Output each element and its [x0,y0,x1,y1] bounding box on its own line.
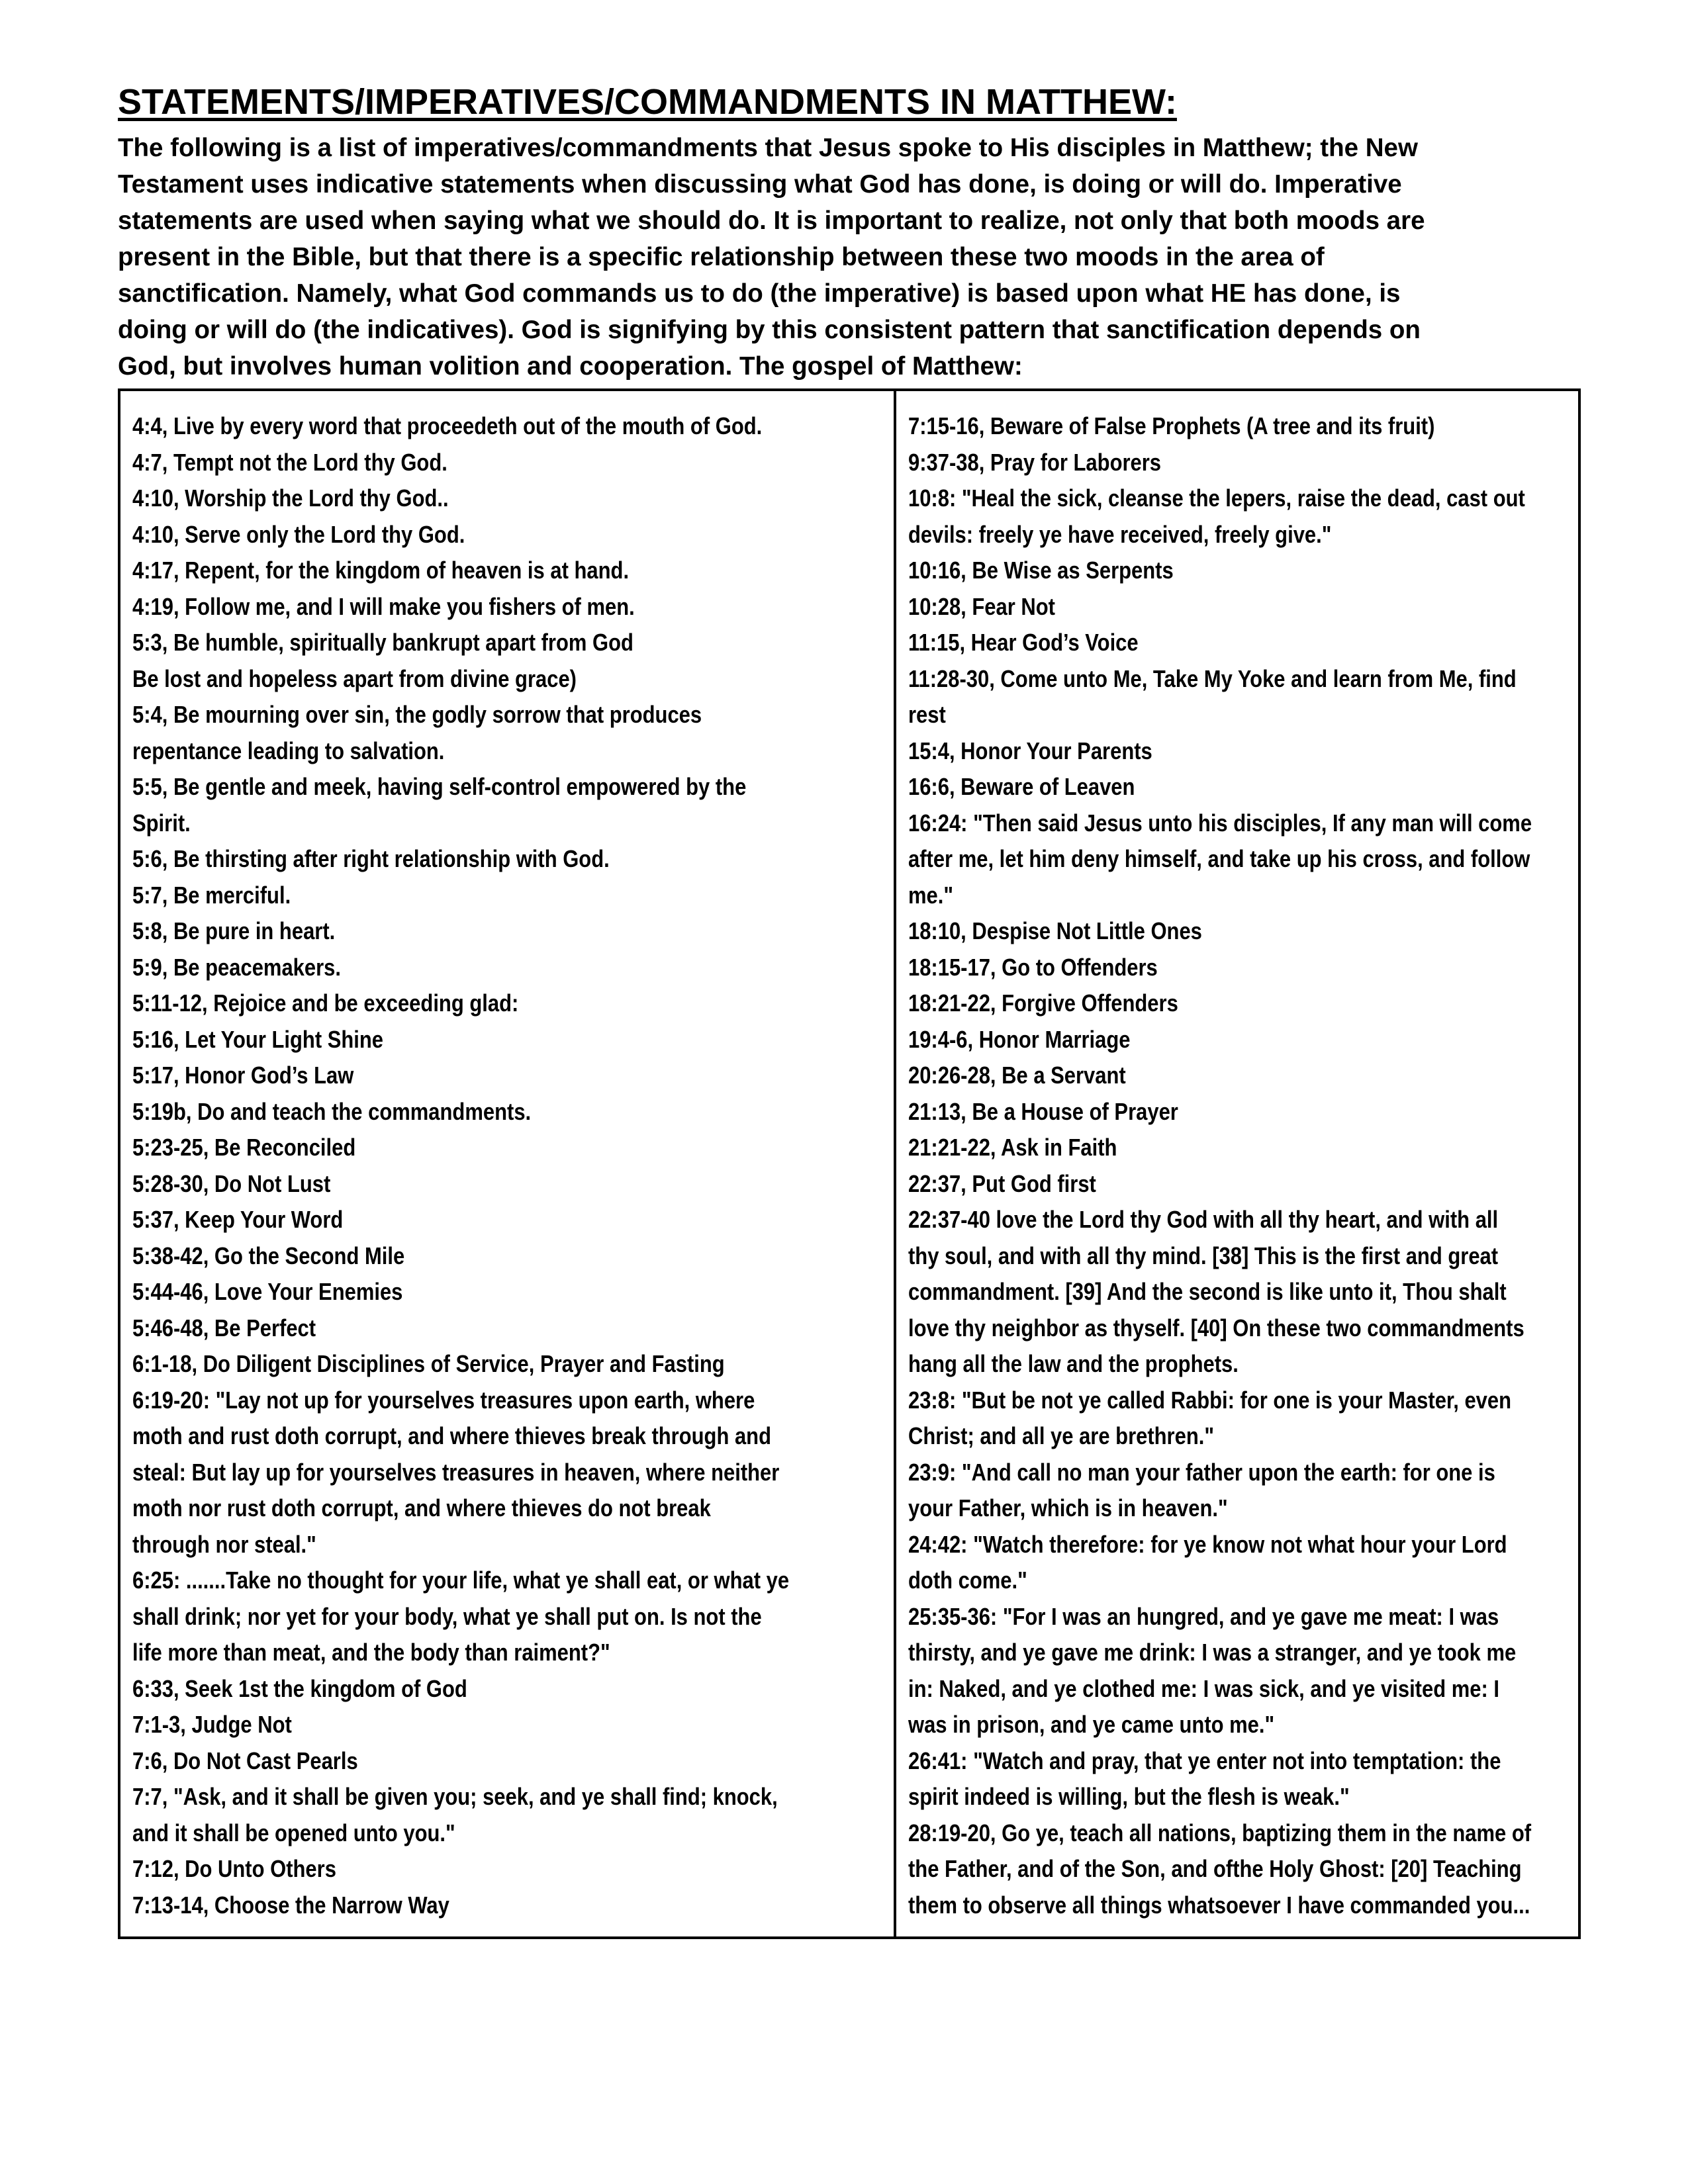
list-item: steal: But lay up for yourselves treasures in heaven, where neither [132,1458,780,1486]
list-item: moth nor rust doth corrupt, and where thieves do not break [132,1494,711,1522]
list-item: 4:17, Repent, for the kingdom of heaven is at hand. [132,557,630,584]
list-item: 5:17, Honor God’s Law [132,1062,354,1089]
list-item: 18:15-17, Go to Offenders [908,953,1158,981]
list-item: thirsty, and ye gave me drink: I was a stranger, and ye took me [908,1639,1517,1666]
list-item: 6:1-18, Do Diligent Disciplines of Service, Prayer and Fasting [132,1350,725,1377]
list-item: me." [908,881,954,909]
commandments-table [118,388,1581,1939]
list-item: 5:46-48, Be Perfect [132,1314,316,1342]
list-item: 5:3, Be humble, spiritually bankrupt apart from God [132,629,633,656]
list-item: 15:4, Honor Your Parents [908,737,1152,764]
list-item: Spirit. [132,809,191,837]
right-column-cell [895,390,1579,1938]
list-item: life more than meat, and the body than raiment?" [132,1639,610,1666]
list-item: 6:19-20: "Lay not up for yourselves treasures upon earth, where [132,1386,755,1414]
list-item: 5:16, Let Your Light Shine [132,1025,384,1053]
list-item: thy soul, and with all thy mind. [38] This is the first and great [908,1242,1499,1269]
list-item: 5:11-12, Rejoice and be exceeding glad: [132,989,519,1017]
list-item: 10:8: "Heal the sick, cleanse the lepers, raise the dead, cast out [908,484,1525,512]
list-item: 4:19, Follow me, and I will make you fishers of men. [132,592,635,620]
list-item: 7:6, Do Not Cast Pearls [132,1747,358,1774]
list-item: 9:37-38, Pray for Laborers [908,448,1162,476]
list-item: 21:21-22, Ask in Faith [908,1134,1117,1161]
list-item: spirit indeed is willing, but the flesh is weak." [908,1783,1350,1810]
list-item: love thy neighbor as thyself. [40] On these two commandments [908,1314,1524,1342]
left-column-list [132,408,883,1923]
list-item: Christ; and all ye are brethren." [908,1422,1215,1449]
list-item: 24:42: "Watch therefore: for ye know not what hour your Lord [908,1530,1507,1558]
list-item: 5:19b, Do and teach the commandments. [132,1097,532,1125]
list-item: 5:7, Be merciful. [132,881,291,909]
list-item: 6:33, Seek 1st the kingdom of God [132,1674,467,1702]
list-item: 23:9: "And call no man your father upon the earth: for one is [908,1458,1495,1486]
list-item: shall drink; nor yet for your body, what ye shall put on. Is not the [132,1602,762,1630]
list-item: devils: freely ye have received, freely give." [908,520,1332,548]
list-item: Be lost and hopeless apart from divine grace) [132,664,577,692]
list-item: 25:35-36: "For I was an hungred, and ye gave me meat: I was [908,1602,1499,1630]
list-item: 10:16, Be Wise as Serpents [908,557,1174,584]
left-column-cell [119,390,895,1938]
table-row [119,390,1579,1938]
list-item: 11:15, Hear God’s Voice [908,629,1139,656]
list-item: 5:4, Be mourning over sin, the godly sorrow that produces [132,701,702,728]
list-item: 22:37, Put God first [908,1169,1096,1197]
list-item: 11:28-30, Come unto Me, Take My Yoke and learn from Me, find [908,664,1517,692]
list-item: doth come." [908,1567,1027,1594]
list-item: 22:37-40 love the Lord thy God with all thy heart, and with all [908,1206,1499,1233]
list-item: commandment. [39] And the second is like unto it, Thou shalt [908,1278,1507,1305]
list-item: 28:19-20, Go ye, teach all nations, baptizing them in the name of [908,1819,1532,1846]
list-item: your Father, which is in heaven." [908,1494,1228,1522]
list-item: 4:10, Serve only the Lord thy God. [132,520,465,548]
list-item: 4:10, Worship the Lord thy God.. [132,484,449,512]
list-item: 16:24: "Then said Jesus unto his disciples, If any man will come [908,809,1532,837]
list-item: 19:4-6, Honor Marriage [908,1025,1131,1053]
list-item: 6:25: .......Take no thought for your life, what ye shall eat, or what ye [132,1567,790,1594]
list-item: 23:8: "But be not ye called Rabbi: for one is your Master, even [908,1386,1512,1414]
list-item: after me, let him deny himself, and take up his cross, and follow [908,845,1530,872]
list-item: the Father, and of the Son, and ofthe Holy Ghost: [20] Teaching [908,1855,1522,1882]
list-item: 20:26-28, Be a Servant [908,1062,1126,1089]
document-title: STATEMENTS/IMPERATIVES/COMMANDMENTS IN MATTHEW: [118,82,1177,122]
document-page [118,78,1581,1939]
right-column-list [908,408,1568,1923]
list-item: 5:38-42, Go the Second Mile [132,1242,405,1269]
list-item: 5:6, Be thirsting after right relationship with God. [132,845,610,872]
list-item: 4:7, Tempt not the Lord thy God. [132,448,447,476]
list-item: 18:21-22, Forgive Offenders [908,989,1178,1017]
list-item: 5:44-46, Love Your Enemies [132,1278,403,1305]
list-item: rest [908,701,946,728]
list-item: 7:15-16, Beware of False Prophets (A tree and its fruit) [908,412,1435,439]
list-item: 5:28-30, Do Not Lust [132,1169,331,1197]
list-item: 5:37, Keep Your Word [132,1206,344,1233]
list-item: 7:7, "Ask, and it shall be given you; seek, and ye shall find; knock, [132,1783,778,1810]
list-item: 7:12, Do Unto Others [132,1855,336,1882]
list-item: moth and rust doth corrupt, and where thieves break through and [132,1422,772,1449]
list-item: 18:10, Despise Not Little Ones [908,917,1202,944]
intro-paragraph: The following is a list of imperatives/commandments that Jesus spoke to His disciples in Matthew; the New Testament uses indicative statements when discussing what God has done, is doing or will do. Imperative statements are used when saying what we should do. It is important to realize, not only that both moods are present in the Bible, but that there is a specific relationship between these two moods in the area of sanctification. Namely, what God commands us to do (the imperative) is based upon what HE has done, is doing or will do (the indicatives). God is signifying by this consistent pattern that sanctification depends on God, but involves human volition and cooperation. The gospel of Matthew: [118,134,1425,381]
list-item: them to observe all things whatsoever I have commanded you... [908,1891,1530,1919]
list-item: 10:28, Fear Not [908,592,1055,620]
list-item: and it shall be opened unto you." [132,1819,455,1846]
list-item: 7:1-3, Judge Not [132,1711,292,1738]
list-item: 5:23-25, Be Reconciled [132,1134,356,1161]
list-item: in: Naked, and ye clothed me: I was sick, and ye visited me: I [908,1674,1499,1702]
list-item: 7:13-14, Choose the Narrow Way [132,1891,449,1919]
list-item: 4:4, Live by every word that proceedeth out of the mouth of God. [132,412,763,439]
list-item: repentance leading to salvation. [132,737,445,764]
list-item: 26:41: "Watch and pray, that ye enter not into temptation: the [908,1747,1501,1774]
list-item: hang all the law and the prophets. [908,1350,1239,1377]
list-item: was in prison, and ye came unto me." [908,1711,1275,1738]
list-item: 16:6, Beware of Leaven [908,773,1135,800]
list-item: 21:13, Be a House of Prayer [908,1097,1178,1125]
list-item: through nor steal." [132,1530,316,1558]
list-item: 5:8, Be pure in heart. [132,917,336,944]
list-item: 5:5, Be gentle and meek, having self-control empowered by the [132,773,747,800]
list-item: 5:9, Be peacemakers. [132,953,341,981]
